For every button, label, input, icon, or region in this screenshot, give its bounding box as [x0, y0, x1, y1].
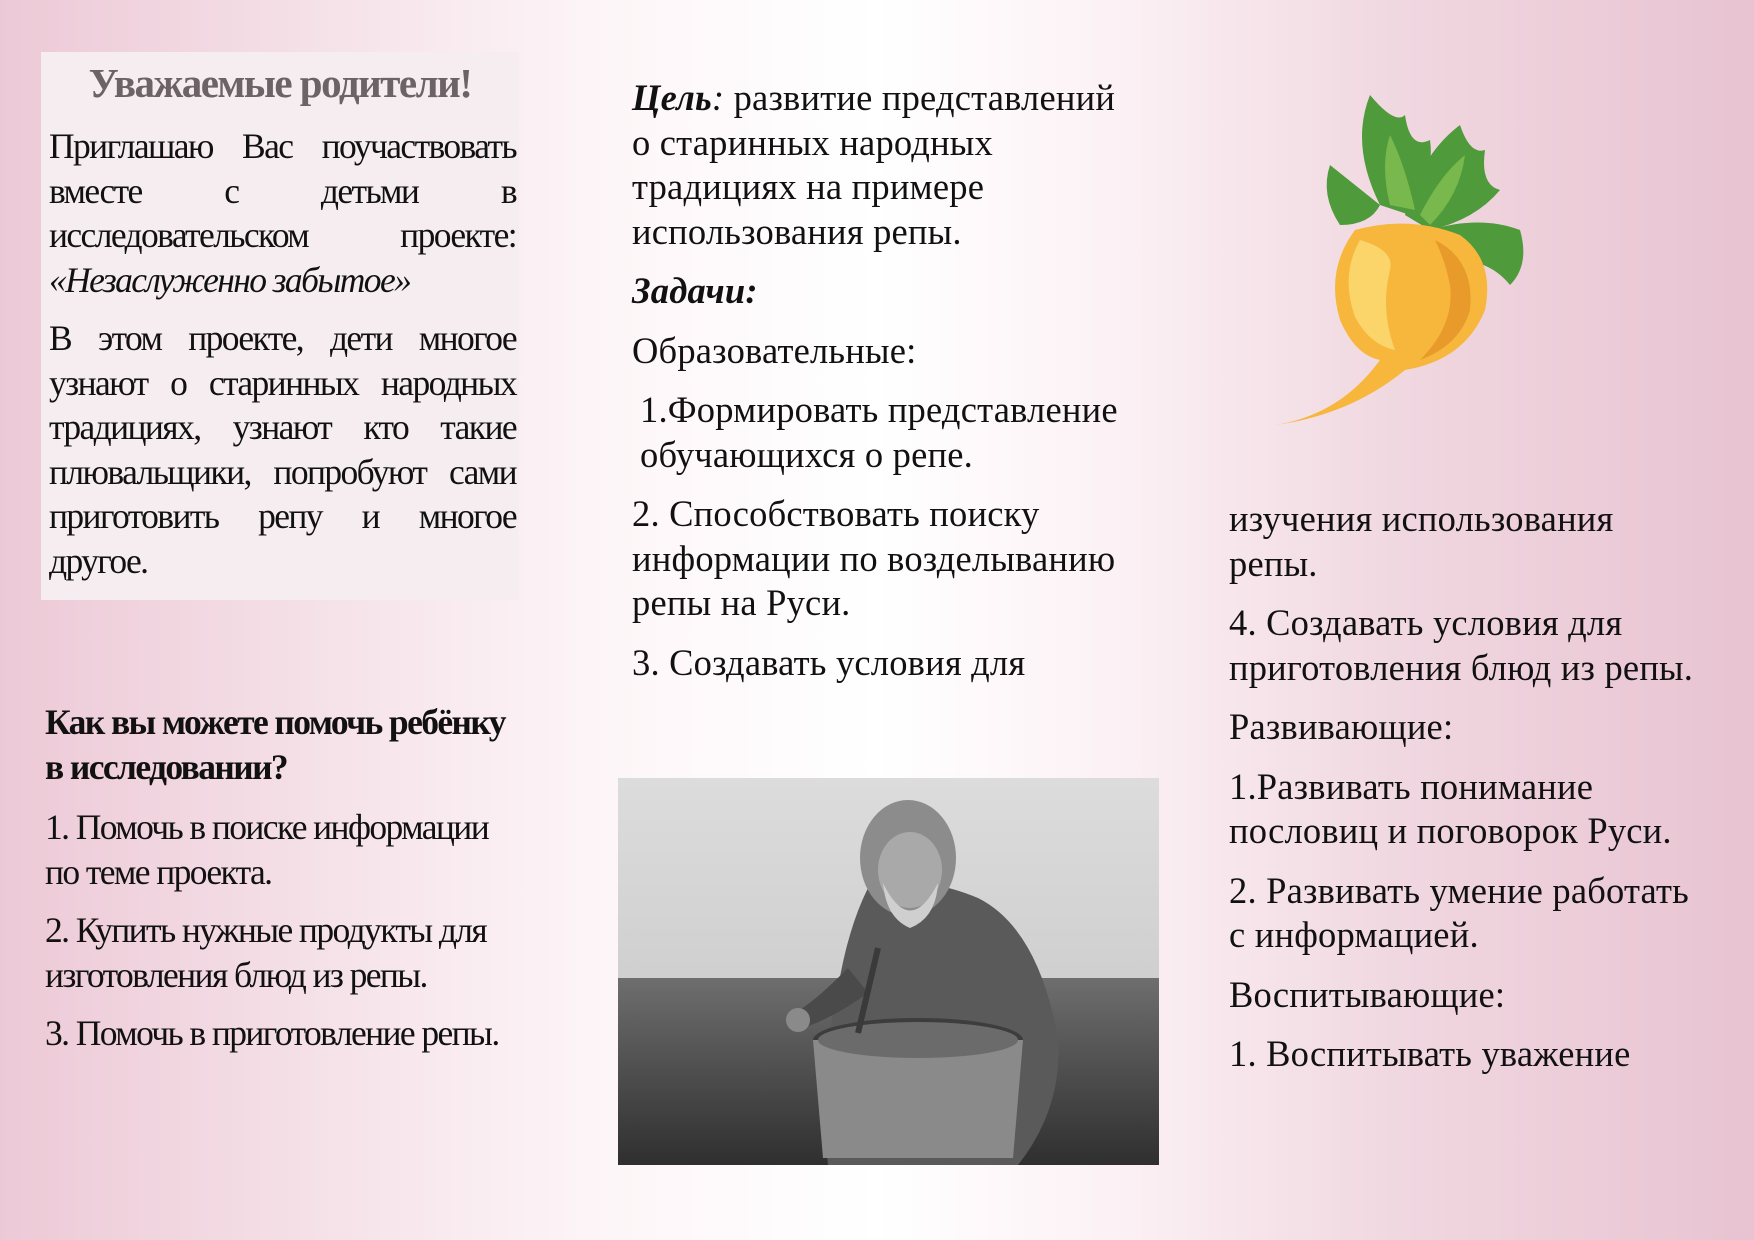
goal-colon: :	[711, 77, 725, 118]
invite-text: Приглашаю Вас поучаствовать вместе с детьми в исследовательском проекте:	[49, 126, 516, 255]
tasks-label: Задачи:	[632, 270, 758, 311]
task-item: 2. Способствовать поиску информации по возделыванию репы на Руси.	[632, 493, 1116, 623]
task-item: 3. Создавать условия для	[632, 641, 1026, 683]
task-item: 4. Создавать условия для приготовления блюд из репы.	[1229, 602, 1694, 688]
parents-description: В этом проекте, дети многое узнают о старинных народных традициях, узнают кто такие плювальщики, попробуют сами приготовить репу и многое другое.	[49, 318, 516, 581]
help-item: 3. Помочь в приготовление репы.	[45, 1013, 499, 1053]
task-item: 1.Формировать представление обучающихся о репе.	[640, 389, 1118, 475]
turnip-illustration	[1230, 55, 1610, 435]
help-title: Как вы можете помочь ребёнку в исследовании?	[45, 702, 505, 787]
goal-label: Цель	[632, 77, 712, 118]
help-item: 1. Помочь в поиске информации по теме проекта.	[45, 807, 489, 892]
goal-paragraph	[632, 76, 1132, 254]
goals-section	[632, 76, 1132, 700]
developing-label: Развивающие:	[1229, 706, 1454, 747]
turnip-icon	[1230, 55, 1610, 435]
parents-invite	[49, 124, 516, 302]
parents-title: Уважаемые родители!	[88, 60, 472, 106]
project-name: «Незаслуженно забытое»	[49, 259, 411, 300]
parents-body	[49, 124, 516, 597]
task-item: 1.Развивать понимание пословиц и поговорок Руси.	[1229, 765, 1672, 851]
task-item: 1. Воспитывать уважение	[1229, 1033, 1631, 1074]
help-section	[45, 700, 517, 1070]
photo-illustration	[618, 778, 1159, 1165]
task-item: 2. Развивать умение работать с информацией.	[1229, 869, 1690, 955]
task-continuation: изучения использования репы.	[1229, 498, 1614, 584]
upbringing-label: Воспитывающие:	[1229, 973, 1506, 1015]
tasks-continued-section	[1229, 497, 1709, 1092]
educational-label: Образовательные:	[632, 329, 917, 371]
goal-text: развитие представлений о старинных народных традициях на примере использования репы.	[632, 77, 1116, 252]
peasant-sowing-photo	[618, 778, 1159, 1165]
help-item: 2. Купить нужные продукты для изготовления блюд из репы.	[45, 910, 487, 995]
